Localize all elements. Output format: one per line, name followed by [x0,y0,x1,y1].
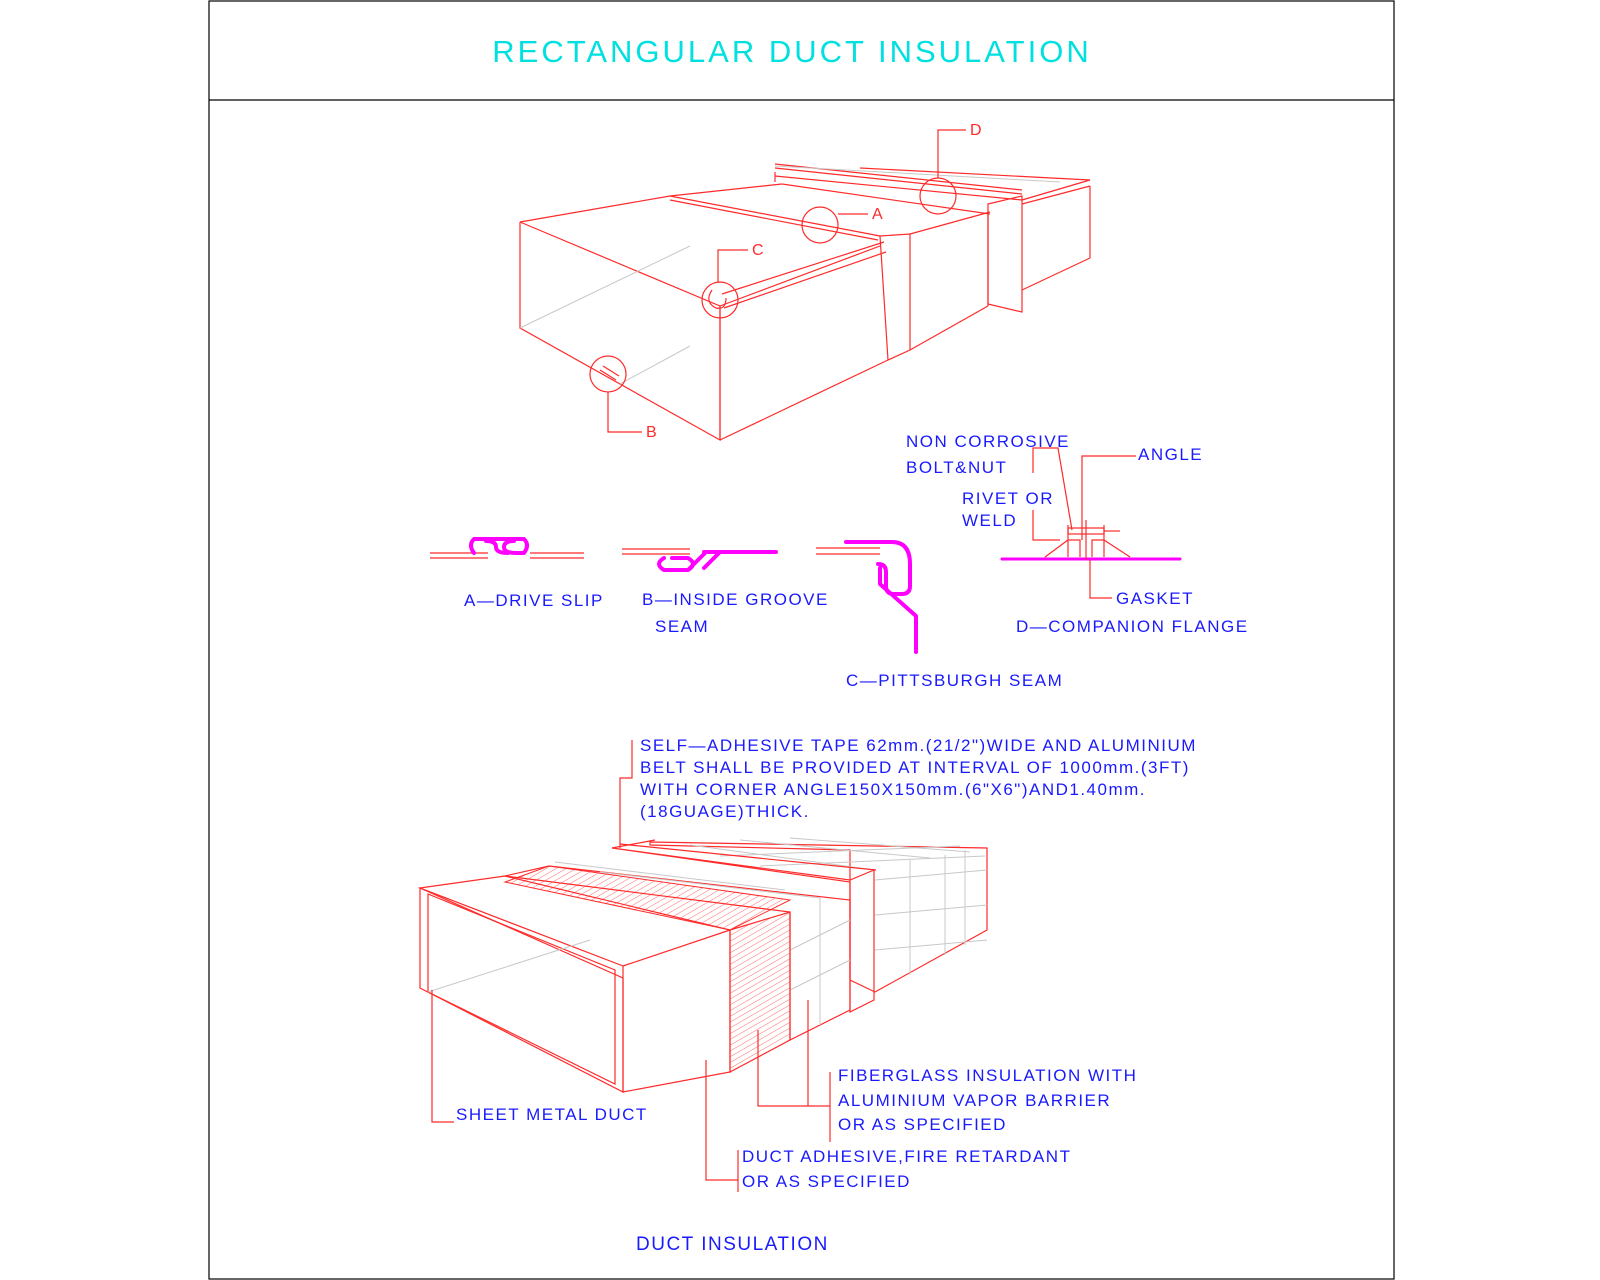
duct-isometric-insulated [420,838,987,1092]
flange-leaders [1033,448,1136,598]
note-adhesive-line1: DUCT ADHESIVE,FIRE RETARDANT [742,1147,1072,1166]
note-tape-line4: (18GUAGE)THICK. [640,802,810,821]
note-fiberglass-line2: ALUMINIUM VAPOR BARRIER [838,1091,1112,1110]
callout-rivet-line2: WELD [962,511,1018,530]
detail-tag-c: C [752,242,764,259]
caption-inside-groove-line1: B—INSIDE GROOVE [642,590,829,609]
caption-drive-slip: A—DRIVE SLIP [464,591,604,610]
note-sheet-metal: SHEET METAL DUCT [456,1105,648,1124]
detail-tag-b: B [646,424,657,441]
callout-angle: ANGLE [1138,445,1204,464]
callout-bolt-line1: NON CORROSIVE [906,432,1071,451]
note-fiberglass-line1: FIBERGLASS INSULATION WITH [838,1066,1138,1085]
detail-tag-d: D [970,122,982,139]
caption-pittsburgh: C—PITTSBURGH SEAM [846,671,1064,690]
duct-isometric-top [520,164,1090,440]
note-adhesive-line2: OR AS SPECIFIED [742,1172,911,1191]
seam-profile-companion-flange [1002,520,1180,560]
callout-rivet-line1: RIVET OR [962,489,1054,508]
note-tape-line3: WITH CORNER ANGLE150X150mm.(6"X6")AND1.40mm. [640,780,1147,799]
seam-profile-inside-groove [622,549,776,570]
note-tape-line1: SELF—ADHESIVE TAPE 62mm.(21/2")WIDE AND ALUMINIUM [640,736,1197,755]
seam-profile-pittsburgh [816,542,916,652]
seam-profile-drive-slip [430,539,584,558]
bottom-caption: DUCT INSULATION [636,1234,829,1255]
drawing-title: RECTANGULAR DUCT INSULATION [492,34,1092,69]
note-fiberglass-line3: OR AS SPECIFIED [838,1115,1007,1134]
note-tape-line2: BELT SHALL BE PROVIDED AT INTERVAL OF 1000mm.(3FT) [640,758,1190,777]
caption-inside-groove-line2: SEAM [655,617,710,636]
detail-tag-a: A [872,206,883,223]
detail-callout-c [702,242,764,318]
drawing-frame [209,1,1394,1279]
detail-callout-a [802,206,883,243]
detail-callout-d [920,122,982,214]
caption-companion-flange: D—COMPANION FLANGE [1016,617,1249,636]
callout-bolt-line2: BOLT&NUT [906,458,1008,477]
callout-gasket: GASKET [1116,589,1194,608]
